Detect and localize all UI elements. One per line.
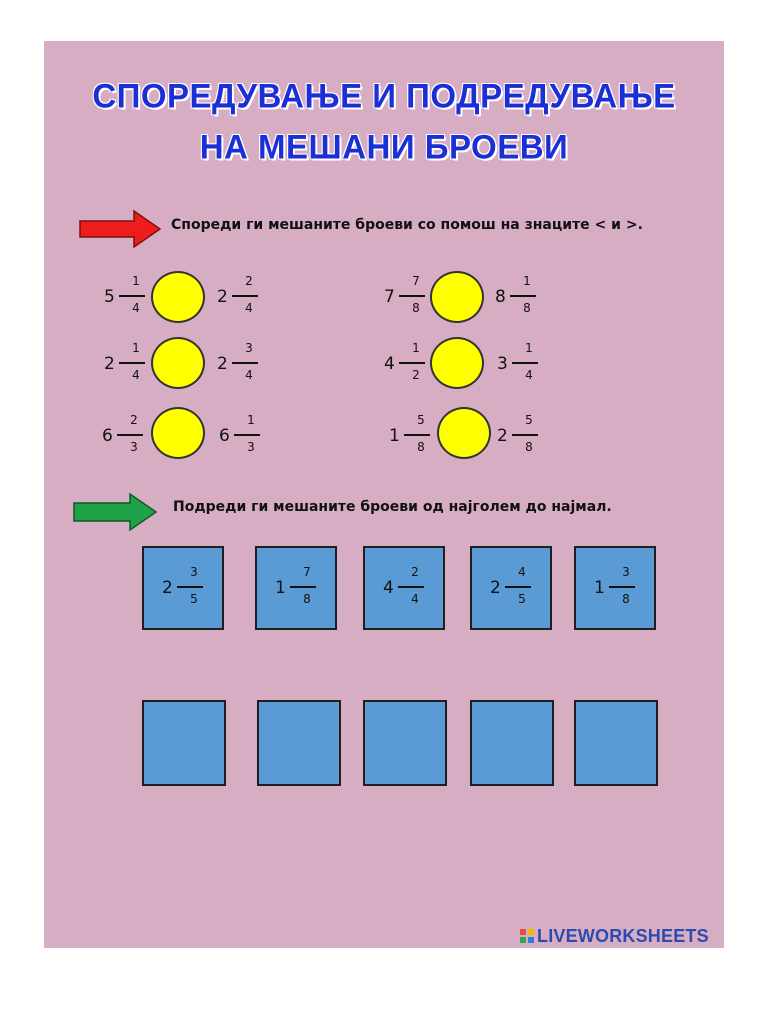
mixed-number: 2 3 5 (162, 565, 222, 613)
logo-text: LIVEWORKSHEETS (537, 926, 709, 946)
mixed-number: 2 3 4 (217, 341, 277, 389)
task2-instruction: Подреди ги мешаните броеви од најголем до најмал. (173, 499, 612, 515)
number-tile-3[interactable] (363, 546, 445, 630)
mixed-number: 4 2 4 (383, 565, 443, 613)
mixed-number: 4 1 2 (384, 341, 444, 389)
number-tile-2[interactable] (255, 546, 337, 630)
number-tile-1[interactable] (142, 546, 224, 630)
mixed-number: 2 5 8 (497, 413, 557, 461)
number-tile-5[interactable] (574, 546, 656, 630)
compare-circle-3[interactable] (151, 407, 205, 459)
drop-box-4[interactable] (470, 700, 554, 786)
red-arrow-icon (78, 209, 162, 249)
liveworksheets-logo (520, 926, 709, 946)
task1-instruction: Спореди ги мешаните броеви со помош на знаците < и >. (171, 217, 643, 233)
title-line-1: СПОРЕДУВАЊЕ И ПОДРЕДУВАЊЕ (92, 76, 676, 115)
compare-circle-4[interactable] (430, 271, 484, 323)
drop-box-2[interactable] (257, 700, 341, 786)
mixed-number: 1 5 8 (389, 413, 449, 461)
compare-circle-5[interactable] (430, 337, 484, 389)
compare-circle-2[interactable] (151, 337, 205, 389)
drop-box-5[interactable] (574, 700, 658, 786)
mixed-number: 2 1 4 (104, 341, 164, 389)
drop-box-3[interactable] (363, 700, 447, 786)
compare-circle-6[interactable] (437, 407, 491, 459)
green-arrow-icon (72, 492, 158, 532)
mixed-number: 2 2 4 (217, 274, 277, 322)
worksheet-page (44, 41, 724, 948)
mixed-number: 6 1 3 (219, 413, 279, 461)
mixed-number: 5 1 4 (104, 274, 164, 322)
mixed-number: 1 7 8 (275, 565, 335, 613)
mixed-number: 8 1 8 (495, 274, 555, 322)
number-tile-4[interactable] (470, 546, 552, 630)
mixed-number: 7 7 8 (384, 274, 444, 322)
compare-circle-1[interactable] (151, 271, 205, 323)
mixed-number: 2 4 5 (490, 565, 550, 613)
title-line-2: НА МЕШАНИ БРОЕВИ (199, 127, 569, 166)
mixed-number: 3 1 4 (497, 341, 557, 389)
drop-box-1[interactable] (142, 700, 226, 786)
mixed-number: 6 2 3 (102, 413, 162, 461)
logo-mark-icon (520, 929, 534, 943)
mixed-number: 1 3 8 (594, 565, 654, 613)
